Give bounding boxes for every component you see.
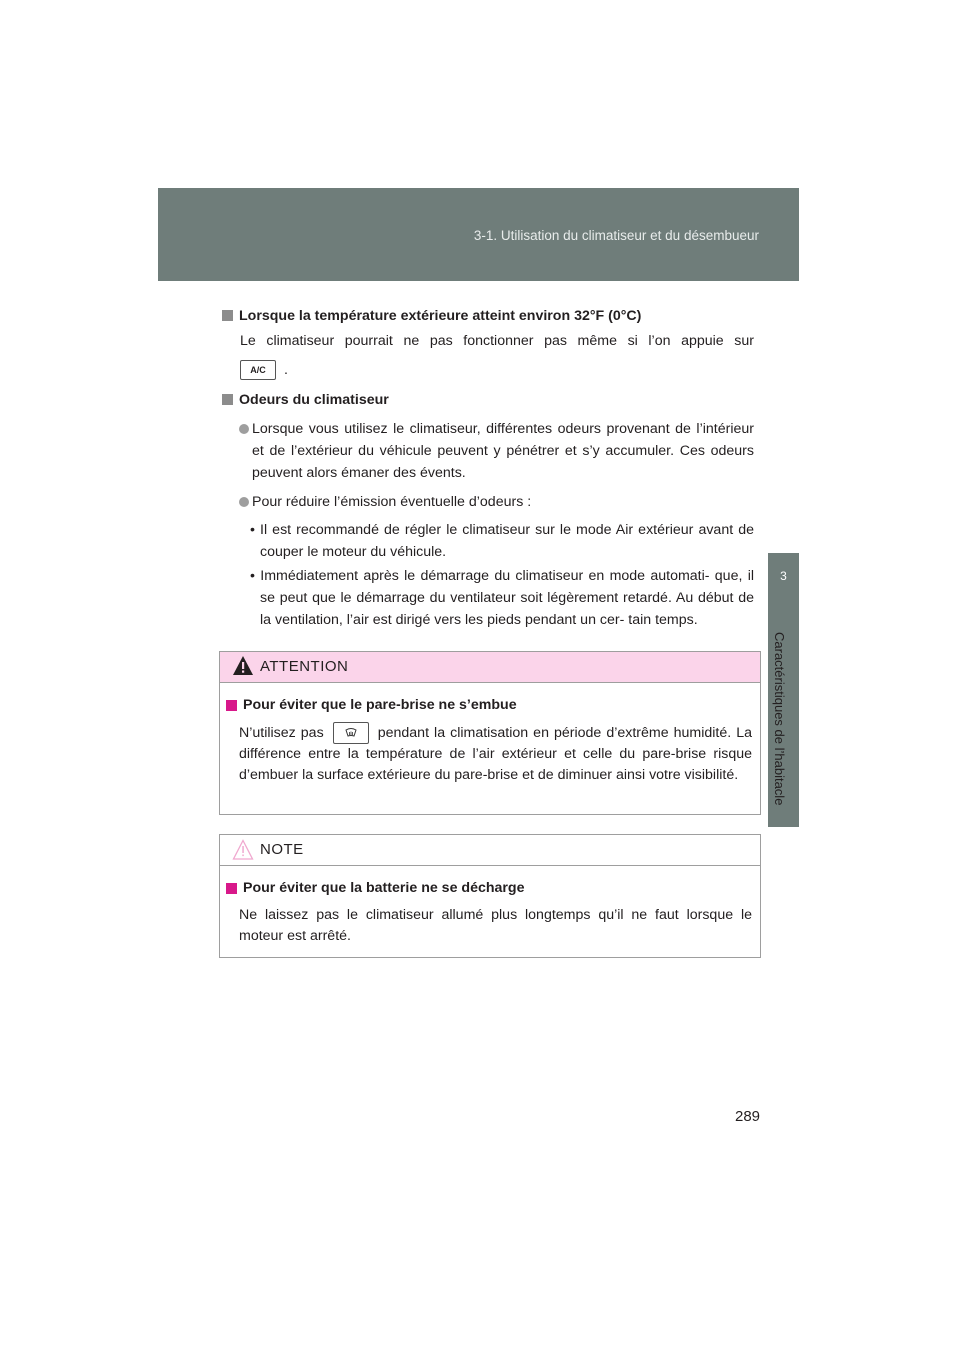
attention-text: N’utilisez pas pendant la climatisation en période d’extrême humidité. La différence entre la température de l’air extérieur et celle du pare-brise risque d’embuer la surface extérieure du pare-brise et de diminuer ainsi votre visibilité. (226, 722, 752, 786)
heading-temperature: Lorsque la température extérieure atteint environ 32°F (0°C) (222, 305, 754, 327)
note-text: Ne laissez pas le climatiseur allumé plus longtemps qu’il ne faut lorsque le moteur est arrêté. (239, 907, 752, 944)
windshield-defogger-icon (333, 722, 369, 744)
caution-outline-icon (232, 839, 254, 860)
square-bullet-icon (222, 394, 233, 405)
chapter-number: 3 (780, 569, 787, 583)
attention-heading: Pour éviter que le pare-brise ne s’embue (226, 695, 752, 716)
heading-odors: Odeurs du climatiseur (222, 389, 754, 411)
sub-item: • Il est recommandé de régler le climatiseur sur le mode Air extérieur avant de couper le moteur du véhicule. (250, 522, 754, 560)
sub-item: • Immédiatement après le démarrage du climatiseur en mode automati- que, il se peut que le démarrage du ventilateur soit légèrement retardé. Au début de la ventilation, l’air est dirigé vers les pieds pendant un cer- tain temps. (250, 568, 754, 628)
section-title: 3-1. Utilisation du climatiseur et du désembueur (473, 228, 759, 243)
ac-key-icon: A/C (240, 360, 276, 380)
list-item: Pour réduire l’émission éventuelle d’odeurs : (222, 491, 754, 513)
square-bullet-icon (226, 700, 237, 711)
round-bullet-icon (239, 424, 249, 434)
note-heading: Pour éviter que la batterie ne se décharge (226, 878, 752, 899)
round-bullet-icon (239, 497, 249, 507)
ac-button-line: A/C . (222, 357, 754, 383)
main-content (222, 305, 754, 631)
note-box (219, 834, 761, 958)
temperature-text: Le climatiseur pourrait ne pas fonctionner pas même si l’on appuie sur (240, 333, 754, 349)
attention-title: ATTENTION (260, 658, 349, 675)
attention-header (220, 652, 760, 683)
list-item: Lorsque vous utilisez le climatiseur, différentes odeurs provenant de l’intérieur et de l’extérieur du véhicule peuvent y pénétrer et s’y accumuler. Ces odeurs peuvent alors émaner des évents. (222, 418, 754, 484)
chapter-label: Caractéristiques de l’habitacle (772, 632, 787, 806)
page-number: 289 (735, 1108, 761, 1125)
header-band (158, 188, 799, 281)
note-header (220, 835, 760, 866)
warning-icon (232, 655, 254, 676)
note-title: NOTE (260, 841, 304, 858)
attention-box (219, 651, 761, 815)
square-bullet-icon (222, 310, 233, 321)
square-bullet-icon (226, 883, 237, 894)
